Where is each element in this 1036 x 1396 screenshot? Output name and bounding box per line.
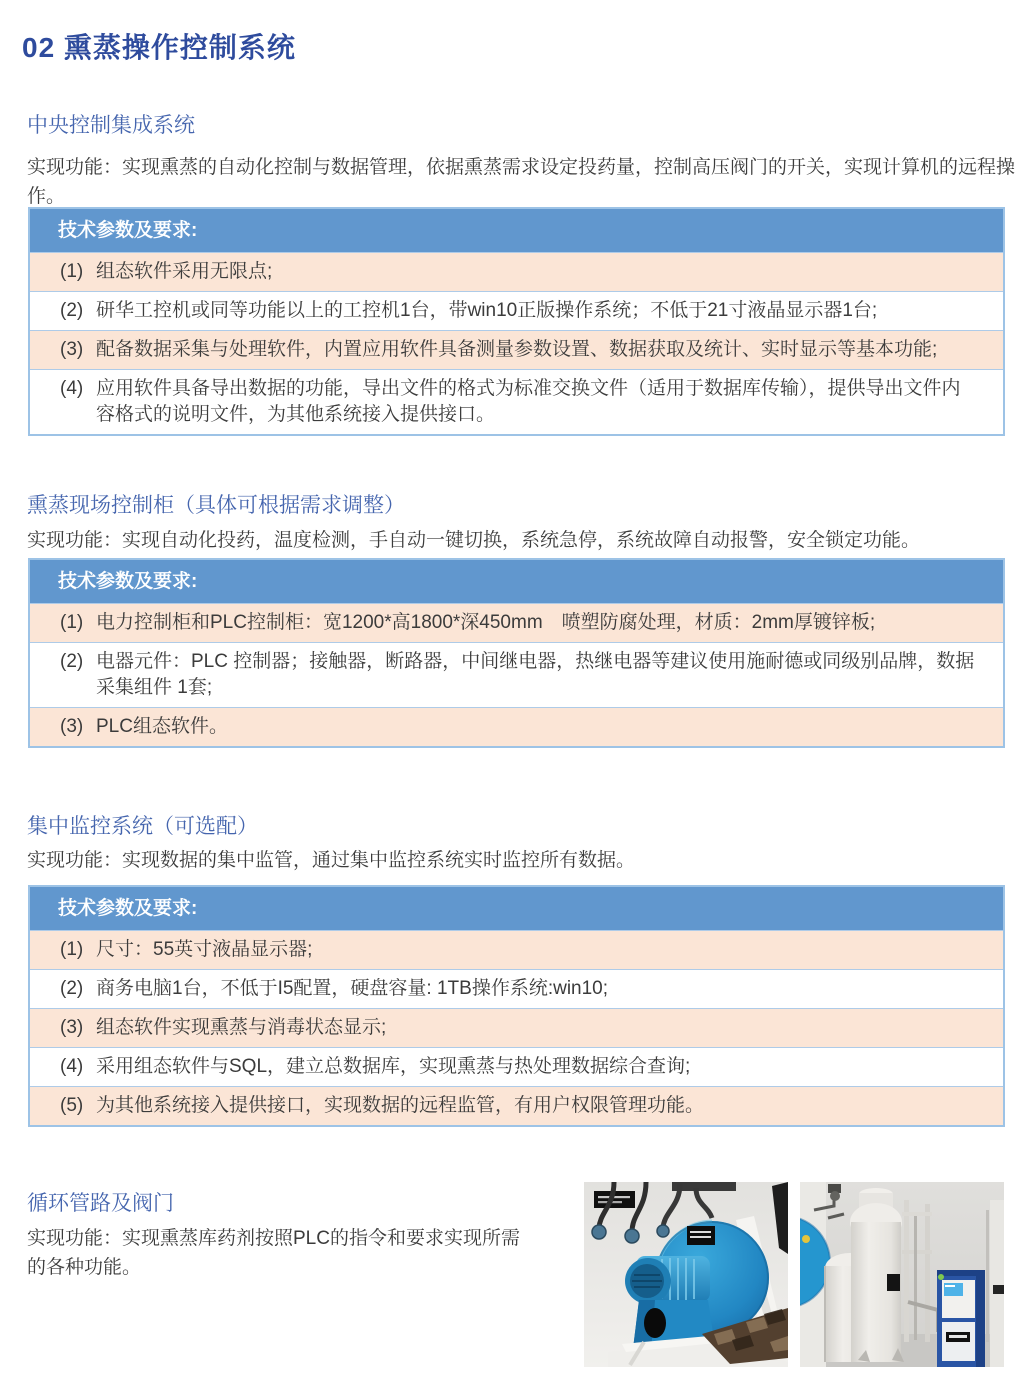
- row-number: (4): [60, 1056, 84, 1077]
- row-number: (1): [60, 939, 84, 960]
- fan-illustration: [584, 1182, 788, 1367]
- table-row: [30, 1047, 1003, 1086]
- table-row: [30, 642, 1003, 707]
- table-row: [30, 1008, 1003, 1047]
- row-text: 组态软件采用无限点;: [96, 261, 273, 282]
- page-title: 02 熏蒸操作控制系统: [22, 32, 296, 63]
- table-row: [30, 707, 1003, 746]
- table-row: [30, 291, 1003, 330]
- section-description: 实现功能：实现数据的集中监管，通过集中监控系统实时监控所有数据。: [27, 850, 636, 871]
- table-row: [30, 330, 1003, 369]
- table-row: [30, 1086, 1003, 1125]
- table-row: [30, 969, 1003, 1008]
- row-text: 为其他系统接入提供接口，实现数据的远程监管，有用户权限管理功能。: [96, 1095, 705, 1116]
- section-heading-central-control: 中央控制集成系统: [27, 114, 195, 137]
- blue-centrifugal-fan-photo: [584, 1182, 788, 1367]
- row-number: (3): [60, 1017, 84, 1038]
- table-row: [30, 252, 1003, 291]
- row-text: 研华工控机或同等功能以上的工控机1台，带win10正版操作系统；不低于21寸液晶显示器1台;: [96, 300, 878, 321]
- row-number: (5): [60, 1095, 84, 1116]
- section-heading-central-monitoring: 集中监控系统（可选配）: [27, 815, 258, 838]
- section-heading-field-cabinet: 熏蒸现场控制柜（具体可根据需求调整）: [27, 494, 405, 517]
- spec-table-central-control: [28, 207, 1005, 436]
- chiller-cabinet-illustration: [937, 1270, 985, 1367]
- row-text: 采用组态软件与SQL，建立总数据库，实现熏蒸与热处理数据综合查询;: [96, 1056, 691, 1077]
- row-number: (4): [60, 378, 84, 399]
- table-header: 技术参数及要求:: [30, 560, 1003, 603]
- row-text: PLC组态软件。: [96, 716, 228, 737]
- row-text: 电器元件：PLC 控制器；接触器，断路器，中间继电器，热继电器等建议使用施耐德或同级别品牌，数据采集组件 1套;: [96, 651, 975, 698]
- table-header: 技术参数及要求:: [30, 887, 1003, 930]
- spec-table-field-cabinet: [28, 558, 1005, 748]
- row-number: (2): [60, 300, 84, 321]
- row-text: 商务电脑1台，不低于I5配置，硬盘容量: 1TB操作系统:win10;: [96, 978, 609, 999]
- table-header: 技术参数及要求:: [30, 209, 1003, 252]
- row-number: (2): [60, 651, 84, 672]
- center-tank: [850, 1188, 904, 1362]
- row-number: (1): [60, 261, 84, 282]
- row-text: 配备数据采集与处理软件，内置应用软件具备测量参数设置、数据获取及统计、实时显示等基本功能;: [96, 339, 938, 360]
- row-text: 尺寸：55英寸液晶显示器;: [96, 939, 313, 960]
- row-number: (2): [60, 978, 84, 999]
- row-number: (1): [60, 612, 84, 633]
- section-description: 实现功能：实现熏蒸库药剂按照PLC的指令和要求实现所需的各种功能。: [27, 1228, 520, 1278]
- row-text: 组态软件实现熏蒸与消毒状态显示;: [96, 1017, 387, 1038]
- spec-table-central-monitoring: [28, 885, 1005, 1127]
- row-text: 应用软件具备导出数据的功能，导出文件的格式为标准交换文件（适用于数据库传输），提供导出文件内容格式的说明文件，为其他系统接入提供接口。: [96, 378, 961, 425]
- tank-illustration: [800, 1182, 1004, 1367]
- fan-motor: [625, 1256, 710, 1304]
- row-number: (3): [60, 339, 84, 360]
- dosing-tanks-and-chiller-photo: [800, 1182, 1004, 1367]
- table-row: [30, 930, 1003, 969]
- section-description: 实现功能：实现自动化投药，温度检测，手自动一键切换，系统急停，系统故障自动报警，安全锁定功能。: [27, 530, 921, 551]
- section-heading-circulation-pipes: 循环管路及阀门: [27, 1192, 174, 1215]
- table-row: [30, 369, 1003, 434]
- section-description: 实现功能：实现熏蒸的自动化控制与数据管理，依据熏蒸需求设定投药量，控制高压阀门的开关，实现计算机的远程操作。: [27, 157, 1016, 207]
- row-number: (3): [60, 716, 84, 737]
- table-row: [30, 603, 1003, 642]
- row-text: 电力控制柜和PLC控制柜：宽1200*高1800*深450mm 喷塑防腐处理，材质：2mm厚镀锌板;: [96, 612, 876, 633]
